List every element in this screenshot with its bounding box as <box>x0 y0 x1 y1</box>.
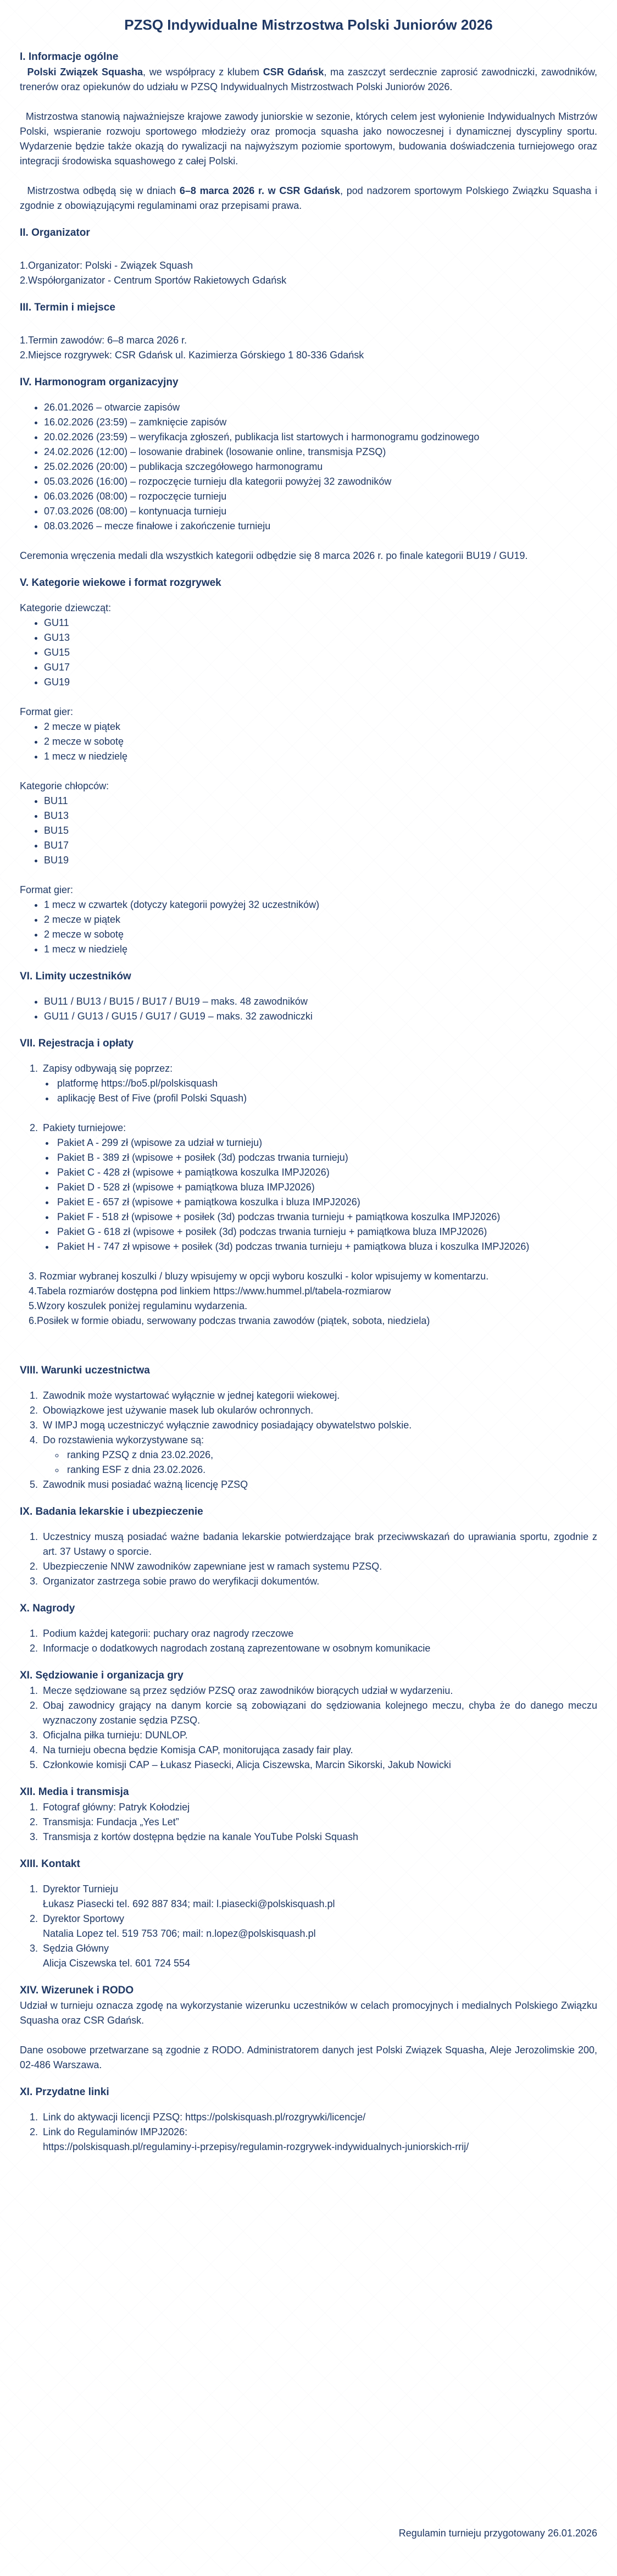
boys-format-list <box>20 898 597 957</box>
boys-category-list <box>20 794 597 868</box>
seeding-sources <box>43 1448 597 1477</box>
co-organizer-line: 2.Współorganizator - Centrum Sportów Rakietowych Gdańsk <box>20 275 287 286</box>
list-item: • 2 mecze w piątek <box>44 912 597 927</box>
links-list <box>20 2110 597 2154</box>
purpose-paragraph <box>20 109 597 169</box>
intro-text-1: , we współpracy z klubem <box>142 67 263 77</box>
list-item: 3. Oficjalna piłka turnieju: DUNLOP. <box>41 1728 597 1743</box>
format-label-girls: Format gier: <box>20 706 74 717</box>
format-label-boys: Format gier: <box>20 884 74 895</box>
prizes-list <box>20 1626 597 1656</box>
list-item <box>41 1433 597 1477</box>
section-heading-refereeing: XI. Sędziowanie i organizacja gry <box>20 1670 184 1681</box>
list-item <box>41 1061 597 1106</box>
list-item: • Pakiet C - 428 zł (wpisowe + pamiątkowa koszulka IMPJ2026) <box>55 1165 597 1180</box>
list-item: 3. Rozmiar wybranej koszulki / bluzy wpisujemy w opcji wyboru koszulki - kolor wpisujemy w komentarzu. <box>29 1271 489 1282</box>
registration-notes <box>20 1269 597 1328</box>
list-item: • BU17 <box>44 838 597 853</box>
list-item: • 2 mecze w sobotę <box>44 734 597 749</box>
contact-list <box>20 1882 597 1971</box>
seeding-label: Do rozstawienia wykorzystywane są: <box>43 1434 204 1445</box>
registration-list <box>20 1061 597 1106</box>
refereeing-list <box>20 1683 597 1772</box>
packages-list <box>20 1121 597 1254</box>
list-item <box>41 1121 597 1254</box>
intro-text-2: , ma zaszczyt serdecznie zaprosić zawodniczki, zawodników, trenerów oraz opiekunów do udziału w PZSQ Indywidualnych Mistrzostwach Polski Juniorów 2026. <box>20 67 597 92</box>
list-item: 2. Obowiązkowe jest używanie masek lub okularów ochronnych. <box>41 1403 597 1418</box>
package-items <box>43 1135 597 1254</box>
prepared-date: Regulamin turnieju przygotowany 26.01.2026 <box>398 2528 597 2539</box>
list-item: • 25.02.2026 (20:00) – publikacja szczegółowego harmonogramu <box>44 459 597 474</box>
list-item: 3. Transmisja z kortów dostępna będzie na kanale YouTube Polski Squash <box>41 1830 597 1844</box>
limits-list <box>20 994 597 1024</box>
list-item: • GU15 <box>44 645 597 660</box>
rules-link-label: 2. Link do Regulaminów IMPJ2026: <box>43 2126 188 2137</box>
list-item: 2. Ubezpieczenie NNW zawodników zapewniane jest w ramach systemu PZSQ. <box>41 1559 597 1574</box>
list-item: 6.Posiłek w formie obiadu, serwowany podczas trwania zawodów (piątek, sobota, niedziela) <box>29 1315 430 1326</box>
list-item: 3. W IMPJ mogą uczestniczyć wyłącznie zawodnicy posiadający obywatelstwo polskie. <box>41 1418 597 1433</box>
list-item: • GU11 <box>44 616 597 630</box>
list-item: 1. Zawodnik może wystartować wyłącznie w jednej kategorii wiekowej. <box>41 1388 597 1403</box>
list-item: • BU15 <box>44 823 597 838</box>
place-line: 2.Miejsce rozgrywek: CSR Gdańsk ul. Kazimierza Górskiego 1 80-336 Gdańsk <box>20 350 364 361</box>
page-title: PZSQ Indywidualne Mistrzostwa Polski Juniorów 2026 <box>124 16 493 33</box>
list-item: • Pakiet A - 299 zł (wpisowe za udział w turnieju) <box>55 1135 597 1150</box>
list-item: 5. Członkowie komisji CAP – Łukasz Piasecki, Alicja Ciszewska, Marcin Sikorski, Jakub Nowicki <box>41 1758 597 1772</box>
list-item: • 07.03.2026 (08:00) – kontynuacja turnieju <box>44 504 597 519</box>
conditions-list <box>20 1388 597 1492</box>
list-item: • aplikację Best of Five (profil Polski Squash) <box>55 1091 597 1106</box>
intro-org-name: Polski Związek Squasha <box>27 67 143 77</box>
media-list <box>20 1800 597 1844</box>
list-item: 2. Informacje o dodatkowych nagrodach zostaną zaprezentowane w osobnym komunikacie <box>41 1641 597 1656</box>
list-item: • BU11 / BU13 / BU15 / BU17 / BU19 – maks. 48 zawodników <box>44 994 597 1009</box>
rules-link[interactable]: https://polskisquash.pl/regulaminy-i-przepisy/regulamin-rozgrywek-indywidualnych-juniorskich-rrij/ <box>43 2141 469 2152</box>
list-item: • Pakiet F - 518 zł (wpisowe + posiłek (3d) podczas trwania turnieju + pamiątkowa koszulka IMPJ2026) <box>55 1210 597 1225</box>
list-item: • Pakiet B - 389 zł (wpisowe + posiłek (3d) podczas trwania turnieju) <box>55 1150 597 1165</box>
dates-text-1: Mistrzostwa odbędą się w dniach <box>27 185 180 196</box>
list-item: • 08.03.2026 – mecze finałowe i zakończenie turnieju <box>44 519 597 534</box>
section-heading-medical: IX. Badania lekarskie i ubezpieczenie <box>20 1506 203 1517</box>
list-item: • GU19 <box>44 675 597 690</box>
list-item: 4.Tabela rozmiarów dostępna pod linkiem https://www.hummel.pl/tabela-rozmiarow <box>29 1286 391 1297</box>
intro-club-name: CSR Gdańsk <box>263 67 324 77</box>
contact-tournament-director <box>41 1882 597 1912</box>
section-heading-media: XII. Media i transmisja <box>20 1786 129 1798</box>
girls-category-list <box>20 616 597 690</box>
list-item: • 20.02.2026 (23:59) – weryfikacja zgłoszeń, publikacja list startowych i harmonogramu godzinowego <box>44 430 597 445</box>
list-item: • 1 mecz w niedzielę <box>44 749 597 764</box>
list-item: 1. Uczestnicy muszą posiadać ważne badania lekarskie potwierdzające brak przeciwwskazań do uprawiania sportu, zgodnie z art. 37 Ustawy o sporcie. <box>41 1530 597 1559</box>
schedule-list <box>20 400 597 534</box>
ceremony-note: Ceremonia wręczenia medali dla wszystkich kategorii odbędzie się 8 marca 2026 r. po finale kategorii BU19 / GU19. <box>20 550 528 561</box>
packages-label: Pakiety turniejowe: <box>43 1122 126 1133</box>
list-item: • GU13 <box>44 630 597 645</box>
list-item: • platformę https://bo5.pl/polskisquash <box>55 1076 597 1091</box>
contact-role: 1. Dyrektor Turnieju <box>43 1883 119 1894</box>
date-line: 1.Termin zawodów: 6–8 marca 2026 r. <box>20 335 187 346</box>
list-item: • 16.02.2026 (23:59) – zamknięcie zapisów <box>44 415 597 430</box>
section-heading-date-place: III. Termin i miejsce <box>20 302 115 313</box>
intro-paragraph <box>20 65 597 95</box>
section-heading-categories: V. Kategorie wiekowe i format rozgrywek <box>20 577 221 589</box>
section-heading-prizes: X. Nagrody <box>20 1603 75 1614</box>
section-heading-links: XI. Przydatne linki <box>20 2086 109 2098</box>
contact-details: Alicja Ciszewska tel. 601 724 554 <box>43 1958 191 1969</box>
girls-label: Kategorie dziewcząt: <box>20 602 112 613</box>
section-heading-contact: XIII. Kontakt <box>20 1858 80 1870</box>
list-item: • GU11 / GU13 / GU15 / GU17 / GU19 – maks. 32 zawodniczki <box>44 1009 597 1024</box>
section-heading-conditions: VIII. Warunki uczestnictwa <box>20 1365 150 1376</box>
contact-role: 3. Sędzia Główny <box>43 1943 109 1954</box>
list-item: • GU17 <box>44 660 597 675</box>
list-item: 5. Zawodnik musi posiadać ważną licencję PZSQ <box>41 1477 597 1492</box>
list-item: • BU19 <box>44 853 597 868</box>
girls-format-list <box>20 719 597 764</box>
contact-details: Natalia Lopez tel. 519 753 706; mail: n.lopez@polskisquash.pl <box>43 1928 316 1939</box>
medical-list <box>20 1530 597 1589</box>
purpose-text: Mistrzostwa stanowią najważniejsze krajowe zawody juniorskie w sezonie, których celem jest wyłonienie Indywidualnych Mistrzów Polski, wspieranie rozwoju sportowego młodzieży oraz promocja squasha jako nowoczesnej i dynamicznej dyscypliny sportu. Wydarzenie będzie także okazją do rywalizacji na najwyższym poziomie sportowym, budowania doświadczenia turniejowego oraz integracji środowiska squashowego z całej Polski. <box>20 111 597 167</box>
list-item: 1. Fotograf główny: Patryk Kołodziej <box>41 1800 597 1815</box>
list-item: • BU11 <box>44 794 597 808</box>
dates-text-2: , pod nadzorem sportowym Polskiego Związku Squasha i zgodnie z obowiązującymi regulaminami oraz przepisami prawa. <box>20 185 597 211</box>
list-item: • 05.03.2026 (16:00) – rozpoczęcie turnieju dla kategorii powyżej 32 zawodników <box>44 474 597 489</box>
organizer-line: 1.Organizator: Polski - Związek Squash <box>20 260 193 271</box>
list-item: • Pakiet E - 657 zł (wpisowe + pamiątkowa koszulka i bluza IMPJ2026) <box>55 1195 597 1210</box>
contact-sports-director <box>41 1912 597 1941</box>
list-item: 3. Organizator zastrzega sobie prawo do weryfikacji dokumentów. <box>41 1574 597 1589</box>
registration-channels <box>43 1076 597 1106</box>
list-item: • 2 mecze w sobotę <box>44 927 597 942</box>
list-item: • BU13 <box>44 808 597 823</box>
list-item: • 06.03.2026 (08:00) – rozpoczęcie turnieju <box>44 489 597 504</box>
list-item: 1. Mecze sędziowane są przez sędziów PZSQ oraz zawodników biorących udział w wydarzeniu. <box>41 1683 597 1698</box>
contact-head-referee <box>41 1941 597 1971</box>
list-item: • Pakiet G - 618 zł (wpisowe + posiłek (3d) podczas trwania turnieju + pamiątkowa bluza IMPJ2026) <box>55 1225 597 1239</box>
list-item: ◦ ranking ESF z dnia 23.02.2026. <box>65 1462 597 1477</box>
license-link[interactable]: 1. Link do aktywacji licencji PZSQ: https://polskisquash.pl/rozgrywki/licencje/ <box>41 2110 597 2125</box>
gdpr-paragraph: Dane osobowe przetwarzane są zgodnie z RODO. Administratorem danych jest Polski Związek Squasha, Aleje Jerozolimskie 200, 02-486 Warszawa. <box>20 2045 597 2070</box>
list-item <box>41 2125 597 2154</box>
list-item: • 2 mecze w piątek <box>44 719 597 734</box>
boys-label: Kategorie chłopców: <box>20 780 109 791</box>
section-heading-image-rights: XIV. Wizerunek i RODO <box>20 1985 134 1996</box>
list-item: • Pakiet H - 747 zł wpisowe + posiłek (3d) podczas trwania turnieju + pamiątkowa bluza i koszulka IMPJ2026) <box>55 1239 597 1254</box>
registration-how-label: Zapisy odbywają się poprzez: <box>43 1063 173 1074</box>
contact-role: 2. Dyrektor Sportowy <box>43 1913 125 1924</box>
list-item: ◦ ranking PZSQ z dnia 23.02.2026, <box>65 1448 597 1462</box>
section-heading-general-info: I. Informacje ogólne <box>20 51 119 63</box>
list-item: 2. Transmisja: Fundacja „Yes Let” <box>41 1815 597 1830</box>
list-item: • 1 mecz w czwartek (dotyczy kategorii powyżej 32 uczestników) <box>44 898 597 912</box>
dates-paragraph <box>20 184 597 213</box>
list-item: 1. Podium każdej kategorii: puchary oraz nagrody rzeczowe <box>41 1626 597 1641</box>
section-heading-limits: VI. Limity uczestników <box>20 971 131 982</box>
list-item: 2. Obaj zawodnicy grający na danym korcie są zobowiązani do sędziowania kolejnego meczu, chyba że do danego meczu wyznaczony zostanie sędzia PZSQ. <box>41 1698 597 1728</box>
list-item: • 26.01.2026 – otwarcie zapisów <box>44 400 597 415</box>
section-heading-schedule: IV. Harmonogram organizacyjny <box>20 376 179 388</box>
section-heading-organizer: II. Organizator <box>20 227 90 239</box>
contact-details: Łukasz Piasecki tel. 692 887 834; mail: l.piasecki@polskisquash.pl <box>43 1898 335 1909</box>
list-item: • Pakiet D - 528 zł (wpisowe + pamiątkowa bluza IMPJ2026) <box>55 1180 597 1195</box>
list-item: • 24.02.2026 (12:00) – losowanie drabinek (losowanie online, transmisja PZSQ) <box>44 445 597 459</box>
dates-highlight: 6–8 marca 2026 r. w CSR Gdańsk <box>179 185 341 196</box>
list-item: 5.Wzory koszulek poniżej regulaminu wydarzenia. <box>29 1300 248 1311</box>
list-item: 4. Na turnieju obecna będzie Komisja CAP, monitorująca zasady fair play. <box>41 1743 597 1758</box>
list-item: • 1 mecz w niedzielę <box>44 942 597 957</box>
section-heading-registration: VII. Rejestracja i opłaty <box>20 1038 134 1049</box>
image-rights-paragraph: Udział w turnieju oznacza zgodę na wykorzystanie wizerunku uczestników w celach promocyjnych i medialnych Polskiego Związku Squasha oraz CSR Gdańsk. <box>20 2000 597 2026</box>
